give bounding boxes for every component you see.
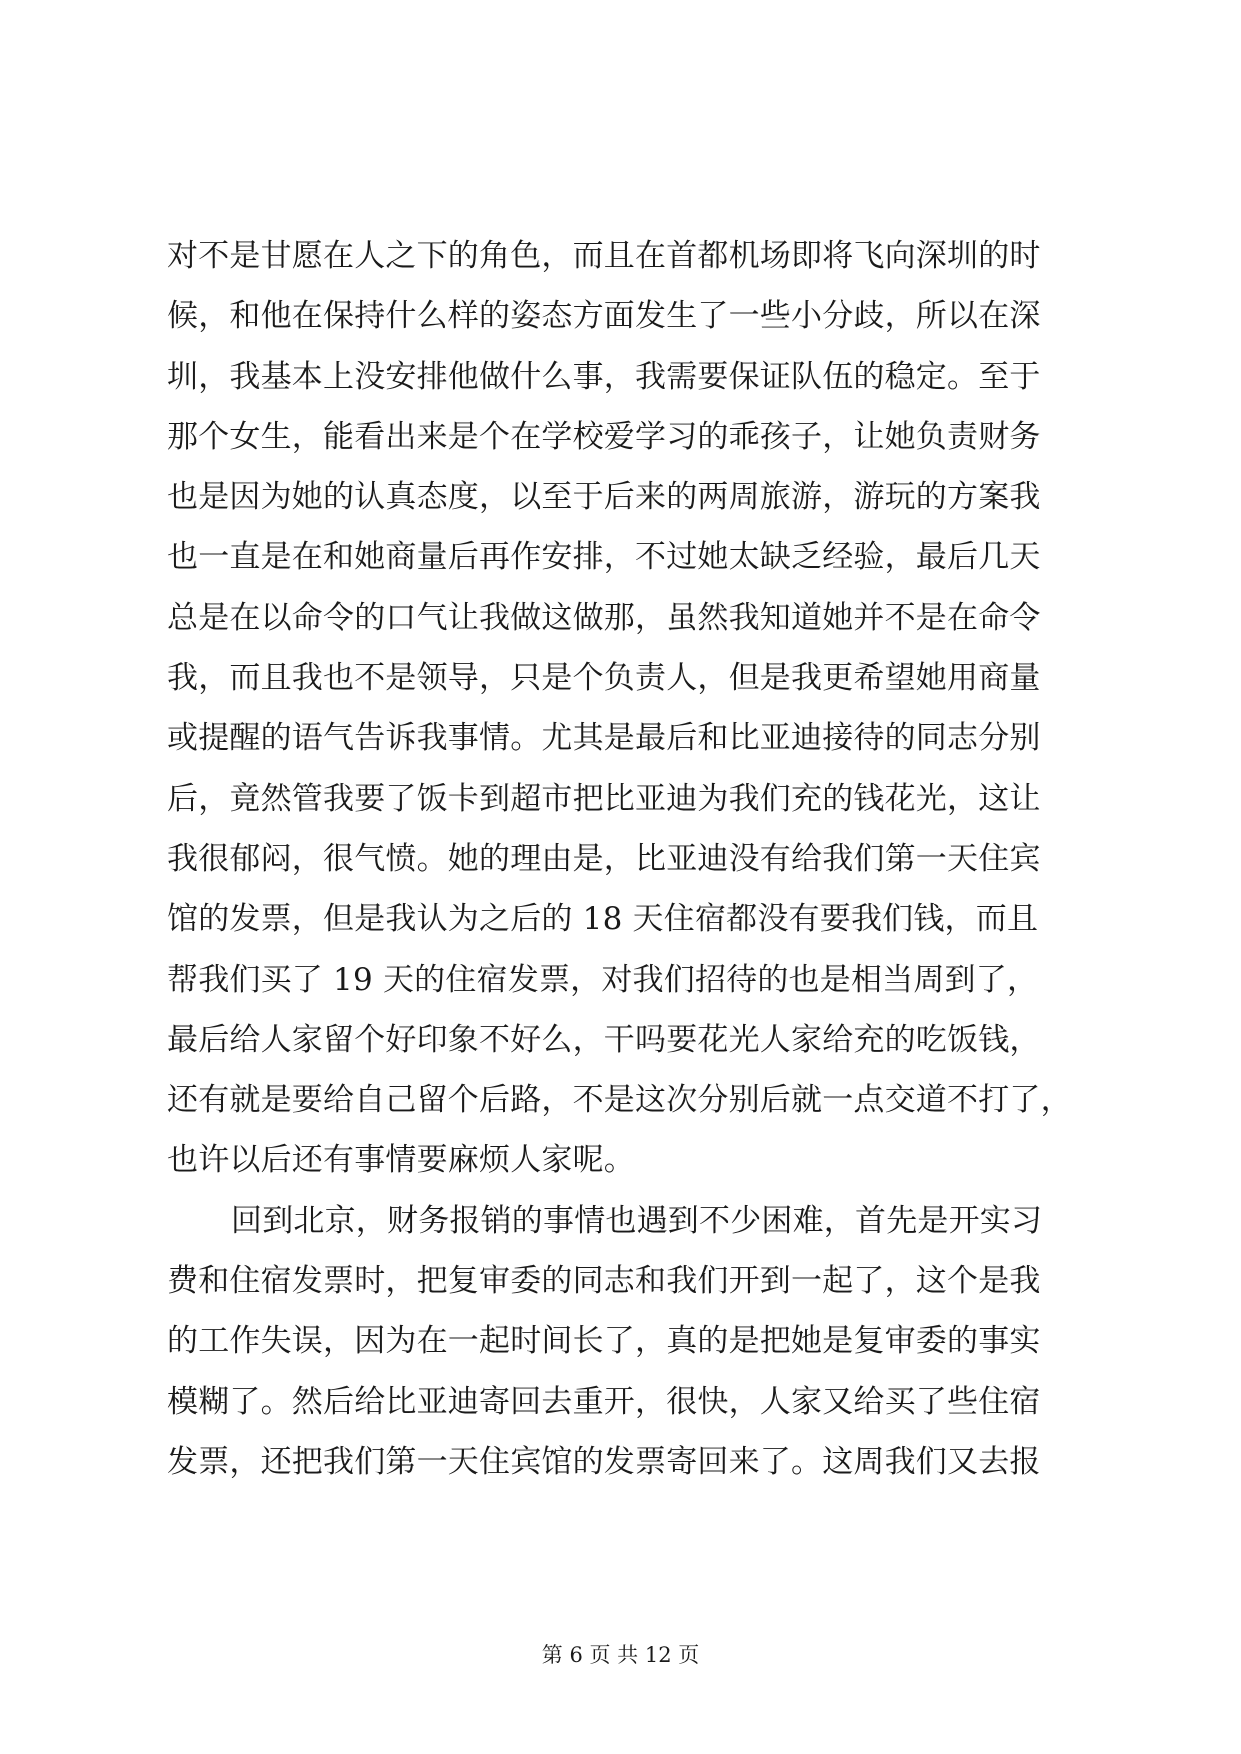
text-line: 模糊了。然后给比亚迪寄回去重开，很快，人家又给买了些住宿	[167, 1383, 1041, 1420]
body-text	[167, 226, 1092, 1492]
text-line: 总是在以命令的口气让我做这做那，虽然我知道她并不是在命令	[167, 599, 1041, 636]
text-line: 最后给人家留个好印象不好么，干吗要花光人家给充的吃饭钱，	[167, 1021, 1041, 1058]
text-line: 我很郁闷，很气愤。她的理由是，比亚迪没有给我们第一天住宾	[167, 840, 1041, 877]
text-line: 后，竟然管我要了饭卡到超市把比亚迪为我们充的钱花光，这让	[167, 780, 1041, 817]
text-line: 或提醒的语气告诉我事情。尤其是最后和比亚迪接待的同志分别	[167, 720, 1041, 757]
text-line: 也一直是在和她商量后再作安排，不过她太缺乏经验，最后几天	[167, 539, 1041, 576]
text-line: 对不是甘愿在人之下的角色，而且在首都机场即将飞向深圳的时	[167, 238, 1041, 274]
text-line: 的工作失误，因为在一起时间长了，真的是把她是复审委的事实	[167, 1323, 1041, 1360]
page-number-footer: 第 6 页 共 12 页	[541, 1643, 700, 1667]
text-line: 帮我们买了 19 天的住宿发票，对我们招待的也是相当周到了，	[167, 961, 1039, 998]
text-line: 那个女生，能看出来是个在学校爱学习的乖孩子，让她负责财务	[167, 418, 1041, 455]
text-line: 发票，还把我们第一天住宾馆的发票寄回来了。这周我们又去报	[167, 1443, 1041, 1480]
text-line: 也是因为她的认真态度，以至于后来的两周旅游，游玩的方案我	[167, 479, 1041, 516]
text-line: 圳，我基本上没安排他做什么事，我需要保证队伍的稳定。至于	[167, 358, 1041, 395]
text-line: 我，而且我也不是领导，只是个负责人，但是我更希望她用商量	[167, 660, 1041, 697]
text-line: 候，和他在保持什么样的姿态方面发生了一些小分歧，所以在深	[167, 298, 1041, 335]
text-line: 也许以后还有事情要麻烦人家呢。	[167, 1142, 635, 1179]
text-line: 还有就是要给自己留个后路，不是这次分别后就一点交道不打了，	[167, 1082, 1072, 1119]
text-line: 馆的发票，但是我认为之后的 18 天住宿都没有要我们钱，而且	[167, 901, 1039, 938]
paragraph-start-line: 回到北京，财务报销的事情也遇到不少困难，首先是开实习	[231, 1202, 1043, 1239]
text-line: 费和住宿发票时，把复审委的同志和我们开到一起了，这个是我	[167, 1263, 1041, 1300]
